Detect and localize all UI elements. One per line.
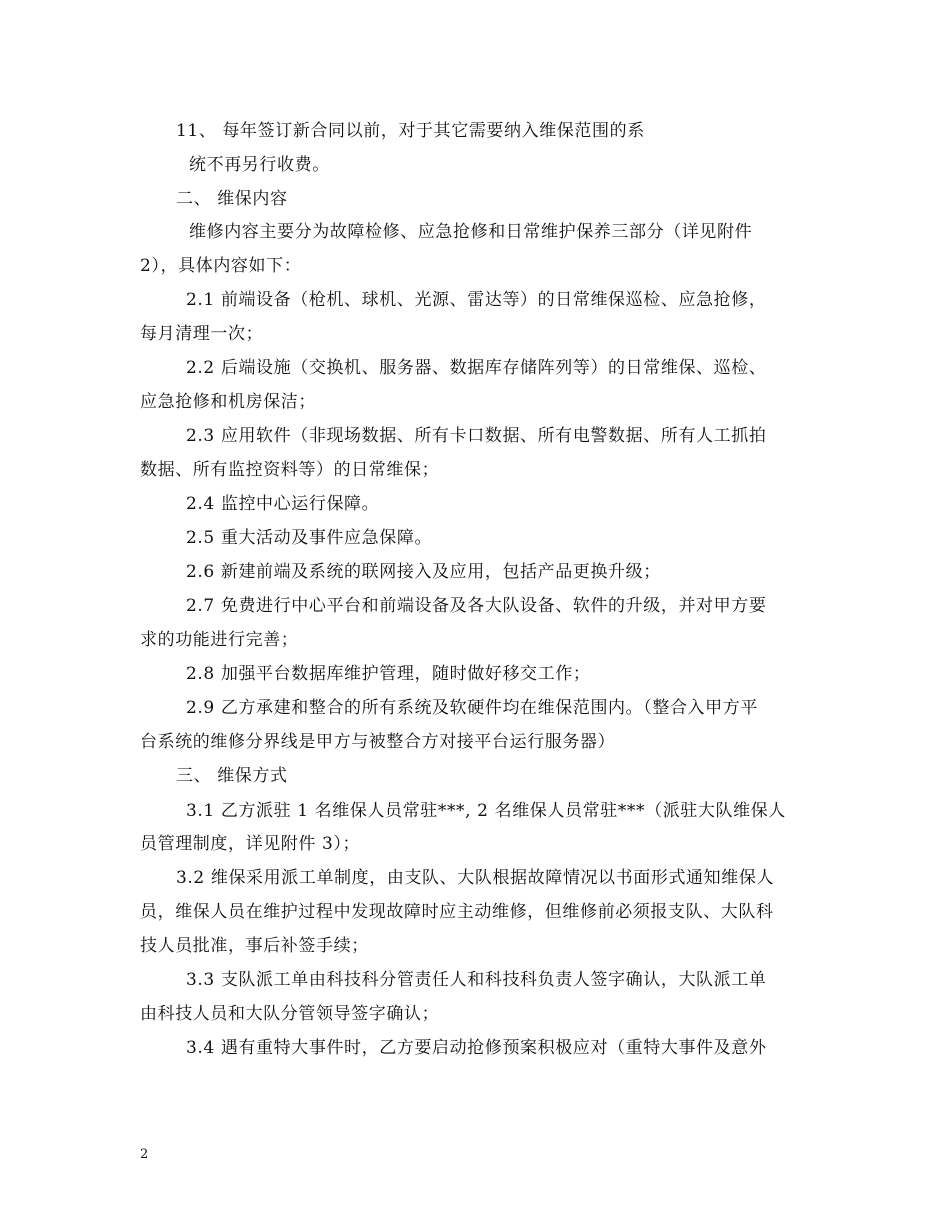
page-number: 2 (140, 1147, 149, 1162)
text-line: 由科技人员和大队分管领导签字确认； (140, 1004, 440, 1024)
text-line: 台系统的维修分界线是甲方与被整合方对接平台运行服务器） (140, 732, 616, 752)
text-line: 2.3 应用软件（非现场数据、所有卡口数据、所有电警数据、所有人工抓拍 (186, 426, 767, 446)
text-line: 求的功能进行完善； (140, 630, 299, 650)
text-line: 3.3 支队派工单由科技科分管责任人和科技科负责人签字确认，大队派工单 (186, 970, 767, 990)
text-line: 员管理制度，详见附件 3）； (140, 834, 361, 854)
text-line: 2.6 新建前端及系统的联网接入及应用，包括产品更换升级； (186, 562, 661, 582)
text-line: 2.7 免费进行中心平台和前端设备及各大队设备、软件的升级，并对甲方要 (186, 596, 767, 616)
text-line: 11、 每年签订新合同以前，对于其它需要纳入维保范围的系 (176, 121, 645, 141)
section-heading: 二、 维保内容 (176, 189, 288, 209)
section-heading: 三、 维保方式 (176, 766, 288, 786)
text-line: 2），具体内容如下： (140, 256, 302, 276)
text-line: 2.1 前端设备（枪机、球机、光源、雷达等）的日常维保巡检、应急抢修， (186, 290, 767, 310)
text-line: 2.2 后端设施（交换机、服务器、数据库存储阵列等）的日常维保、巡检、 (186, 358, 767, 378)
text-line: 3.1 乙方派驻 1 名维保人员常驻***, 2 名维保人员常驻***（派驻大队维保人 (186, 801, 786, 821)
text-line: 2.4 监控中心运行保障。 (186, 494, 380, 514)
text-line: 2.8 加强平台数据库维护管理，随时做好移交工作； (186, 664, 591, 684)
text-line: 2.9 乙方承建和整合的所有系统及软硬件均在维保范围内。（整合入甲方平 (186, 698, 758, 718)
text-line: 3.4 遇有重特大事件时，乙方要启动抢修预案积极应对（重特大事件及意外 (186, 1038, 767, 1058)
text-line: 技人员批准，事后补签手续； (140, 936, 369, 956)
text-line: 3.2 维保采用派工单制度，由支队、大队根据故障情况以书面形式通知维保人 (176, 868, 775, 888)
text-line: 每月清理一次； (140, 324, 264, 344)
text-line: 2.5 重大活动及事件应急保障。 (186, 528, 433, 548)
text-line: 员，维保人员在维护过程中发现故障时应主动维修，但维修前必须报支队、大队科 (140, 902, 774, 922)
text-line: 统不再另行收费。 (189, 155, 330, 175)
text-line: 应急抢修和机房保洁； (140, 392, 316, 412)
text-line: 维修内容主要分为故障检修、应急抢修和日常维护保养三部分（详见附件 (189, 222, 753, 242)
text-line: 数据、所有监控资料等）的日常维保； (140, 460, 440, 480)
